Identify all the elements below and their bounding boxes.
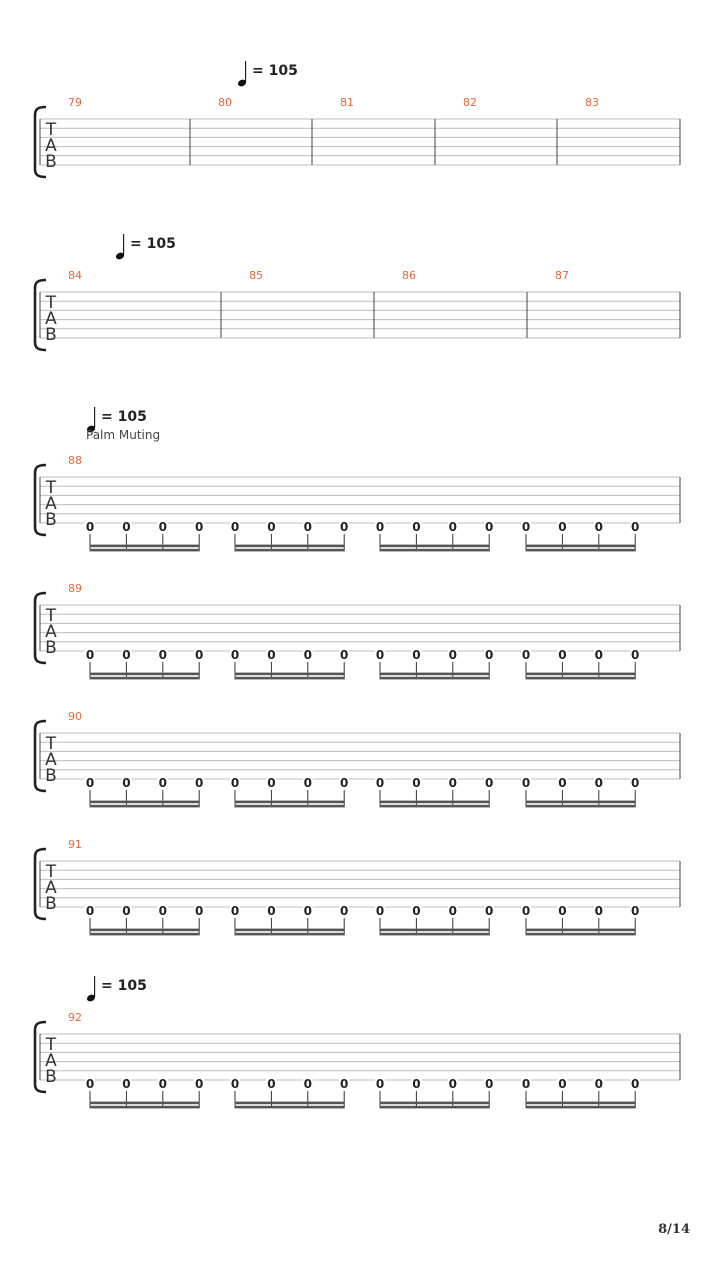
- fret-number: 0: [594, 776, 603, 790]
- fret-number: 0: [521, 904, 531, 918]
- fret-number: 0: [340, 1077, 349, 1091]
- fret-number: 0: [158, 904, 167, 918]
- tab-clef-letter: B: [45, 510, 57, 530]
- beam-primary: [526, 933, 636, 936]
- fret-number: 0: [340, 776, 349, 790]
- beam-primary: [90, 677, 200, 680]
- tab-clef-letter: A: [45, 309, 57, 329]
- fret-number: 0: [485, 648, 494, 662]
- fret-number: 0: [448, 776, 457, 790]
- tab-clef-letter: T: [45, 606, 57, 626]
- beam-primary: [526, 549, 636, 552]
- fret-number: 0: [412, 1077, 421, 1091]
- beam-group: [521, 904, 640, 935]
- tab-clef-letter: B: [45, 638, 57, 658]
- beam-secondary: [90, 801, 200, 804]
- fret-number: 0: [158, 648, 167, 662]
- note-group: [85, 776, 640, 807]
- beam-primary: [90, 549, 200, 552]
- beam-group: [85, 648, 204, 679]
- beam-secondary: [526, 673, 636, 676]
- beam-secondary: [380, 1102, 490, 1105]
- fret-number: 0: [485, 520, 494, 534]
- beam-group: [230, 1077, 349, 1108]
- measure-number: 79: [68, 96, 82, 109]
- fret-number: 0: [267, 520, 276, 534]
- measure-number: 85: [249, 269, 263, 282]
- fret-number: 0: [195, 776, 204, 790]
- beam-group: [521, 520, 640, 551]
- tab-clef-letter: T: [45, 1035, 57, 1055]
- palm-muting-annotation: Palm Muting: [86, 428, 161, 442]
- fret-number: 0: [448, 520, 457, 534]
- beam-group: [375, 648, 494, 679]
- fret-number: 0: [485, 776, 494, 790]
- beam-secondary: [526, 1102, 636, 1105]
- measure-number: 84: [68, 269, 82, 282]
- fret-number: 0: [85, 1077, 95, 1091]
- fret-number: 0: [375, 1077, 385, 1091]
- tab-clef-letter: B: [45, 894, 57, 914]
- beam-primary: [526, 677, 636, 680]
- measure-number: 82: [463, 96, 477, 109]
- fret-number: 0: [303, 776, 312, 790]
- beam-secondary: [526, 545, 636, 548]
- beam-group: [521, 648, 640, 679]
- tempo-value: = 105: [252, 63, 298, 79]
- fret-number: 0: [631, 776, 640, 790]
- fret-number: 0: [122, 1077, 131, 1091]
- tab-clef-letter: A: [45, 136, 57, 156]
- beam-primary: [90, 1106, 200, 1109]
- measure-number: 90: [68, 710, 82, 723]
- tempo-marking: [115, 234, 176, 261]
- beam-primary: [380, 805, 490, 808]
- fret-number: 0: [631, 648, 640, 662]
- tab-system: [35, 61, 680, 177]
- beam-group: [375, 904, 494, 935]
- fret-number: 0: [195, 520, 204, 534]
- tab-clef-letter: T: [45, 734, 57, 754]
- fret-number: 0: [303, 648, 312, 662]
- beam-secondary: [380, 801, 490, 804]
- beam-group: [375, 520, 494, 551]
- tempo-marking: [237, 61, 298, 88]
- fret-number: 0: [594, 1077, 603, 1091]
- fret-number: 0: [485, 904, 494, 918]
- beam-group: [230, 648, 349, 679]
- beam-secondary: [90, 673, 200, 676]
- fret-number: 0: [85, 520, 95, 534]
- beam-group: [230, 520, 349, 551]
- tab-system: [35, 234, 680, 350]
- fret-number: 0: [158, 1077, 167, 1091]
- fret-number: 0: [448, 648, 457, 662]
- beam-primary: [380, 677, 490, 680]
- beam-secondary: [235, 929, 345, 932]
- tab-clef-letter: T: [45, 293, 57, 313]
- beam-secondary: [90, 545, 200, 548]
- beam-secondary: [380, 929, 490, 932]
- fret-number: 0: [412, 648, 421, 662]
- tab-clef-letter: T: [45, 478, 57, 498]
- fret-number: 0: [594, 520, 603, 534]
- tab-clef-letter: A: [45, 878, 57, 898]
- fret-number: 0: [448, 904, 457, 918]
- fret-number: 0: [485, 1077, 494, 1091]
- fret-number: 0: [230, 776, 240, 790]
- fret-number: 0: [558, 1077, 567, 1091]
- measure-number: 92: [68, 1011, 82, 1024]
- fret-number: 0: [340, 520, 349, 534]
- fret-number: 0: [521, 776, 531, 790]
- beam-secondary: [235, 673, 345, 676]
- fret-number: 0: [521, 648, 531, 662]
- beam-group: [85, 776, 204, 807]
- beam-group: [521, 1077, 640, 1108]
- beam-group: [85, 904, 204, 935]
- tab-system: [35, 582, 680, 679]
- tab-clef-letter: B: [45, 325, 57, 345]
- tab-clef-letter: T: [45, 120, 57, 140]
- fret-number: 0: [230, 648, 240, 662]
- fret-number: 0: [375, 648, 385, 662]
- beam-secondary: [235, 1102, 345, 1105]
- fret-number: 0: [267, 648, 276, 662]
- beam-secondary: [90, 1102, 200, 1105]
- beam-primary: [90, 933, 200, 936]
- beam-primary: [235, 677, 345, 680]
- fret-number: 0: [122, 904, 131, 918]
- measure-number: 88: [68, 454, 82, 467]
- tab-system: [35, 976, 680, 1108]
- measure-number: 89: [68, 582, 82, 595]
- fret-number: 0: [122, 776, 131, 790]
- fret-number: 0: [412, 904, 421, 918]
- tab-clef-letter: T: [45, 862, 57, 882]
- fret-number: 0: [558, 648, 567, 662]
- fret-number: 0: [267, 776, 276, 790]
- fret-number: 0: [412, 520, 421, 534]
- tab-clef-letter: B: [45, 1067, 57, 1087]
- fret-number: 0: [340, 904, 349, 918]
- fret-number: 0: [85, 904, 95, 918]
- fret-number: 0: [195, 904, 204, 918]
- beam-secondary: [235, 545, 345, 548]
- fret-number: 0: [122, 648, 131, 662]
- fret-number: 0: [303, 1077, 312, 1091]
- beam-group: [230, 904, 349, 935]
- tempo-value: = 105: [101, 409, 147, 425]
- fret-number: 0: [303, 904, 312, 918]
- fret-number: 0: [558, 904, 567, 918]
- measure-number: 83: [585, 96, 599, 109]
- beam-group: [375, 1077, 494, 1108]
- fret-number: 0: [594, 904, 603, 918]
- tab-clef-letter: A: [45, 622, 57, 642]
- beam-primary: [90, 805, 200, 808]
- beam-secondary: [526, 929, 636, 932]
- beam-group: [85, 1077, 204, 1108]
- fret-number: 0: [631, 904, 640, 918]
- fret-number: 0: [158, 776, 167, 790]
- beam-secondary: [526, 801, 636, 804]
- fret-number: 0: [448, 1077, 457, 1091]
- tempo-marking: [86, 976, 147, 1003]
- fret-number: 0: [594, 648, 603, 662]
- fret-number: 0: [267, 1077, 276, 1091]
- fret-number: 0: [340, 648, 349, 662]
- fret-number: 0: [631, 1077, 640, 1091]
- beam-primary: [526, 1106, 636, 1109]
- fret-number: 0: [195, 1077, 204, 1091]
- beam-secondary: [380, 673, 490, 676]
- fret-number: 0: [230, 1077, 240, 1091]
- beam-group: [375, 776, 494, 807]
- note-group: [85, 1077, 640, 1108]
- beam-primary: [235, 549, 345, 552]
- note-group: [85, 520, 640, 551]
- fret-number: 0: [195, 648, 204, 662]
- note-group: [85, 648, 640, 679]
- tab-system: [35, 838, 680, 935]
- measure-number: 80: [218, 96, 232, 109]
- tab-system: [35, 710, 680, 807]
- beam-secondary: [380, 545, 490, 548]
- tab-clef-letter: A: [45, 1051, 57, 1071]
- page-number: 8/14: [658, 1222, 690, 1237]
- beam-primary: [526, 805, 636, 808]
- fret-number: 0: [558, 520, 567, 534]
- beam-group: [521, 776, 640, 807]
- beam-secondary: [90, 929, 200, 932]
- beam-secondary: [235, 801, 345, 804]
- fret-number: 0: [375, 520, 385, 534]
- beam-primary: [235, 805, 345, 808]
- fret-number: 0: [412, 776, 421, 790]
- tab-clef-letter: B: [45, 766, 57, 786]
- tab-clef-letter: B: [45, 152, 57, 172]
- beam-group: [230, 776, 349, 807]
- tab-clef-letter: A: [45, 750, 57, 770]
- fret-number: 0: [521, 520, 531, 534]
- fret-number: 0: [375, 776, 385, 790]
- tab-system: [35, 407, 680, 551]
- tempo-value: = 105: [130, 236, 176, 252]
- fret-number: 0: [521, 1077, 531, 1091]
- fret-number: 0: [267, 904, 276, 918]
- fret-number: 0: [85, 776, 95, 790]
- measure-number: 81: [340, 96, 354, 109]
- fret-number: 0: [558, 776, 567, 790]
- measure-number: 91: [68, 838, 82, 851]
- tempo-value: = 105: [101, 978, 147, 994]
- beam-primary: [380, 933, 490, 936]
- fret-number: 0: [303, 520, 312, 534]
- fret-number: 0: [230, 520, 240, 534]
- measure-number: 87: [555, 269, 569, 282]
- beam-primary: [235, 1106, 345, 1109]
- fret-number: 0: [230, 904, 240, 918]
- fret-number: 0: [85, 648, 95, 662]
- beam-primary: [380, 549, 490, 552]
- beam-primary: [235, 933, 345, 936]
- tab-clef-letter: A: [45, 494, 57, 514]
- fret-number: 0: [375, 904, 385, 918]
- beam-group: [85, 520, 204, 551]
- fret-number: 0: [122, 520, 131, 534]
- beam-primary: [380, 1106, 490, 1109]
- note-group: [85, 904, 640, 935]
- fret-number: 0: [158, 520, 167, 534]
- fret-number: 0: [631, 520, 640, 534]
- measure-number: 86: [402, 269, 416, 282]
